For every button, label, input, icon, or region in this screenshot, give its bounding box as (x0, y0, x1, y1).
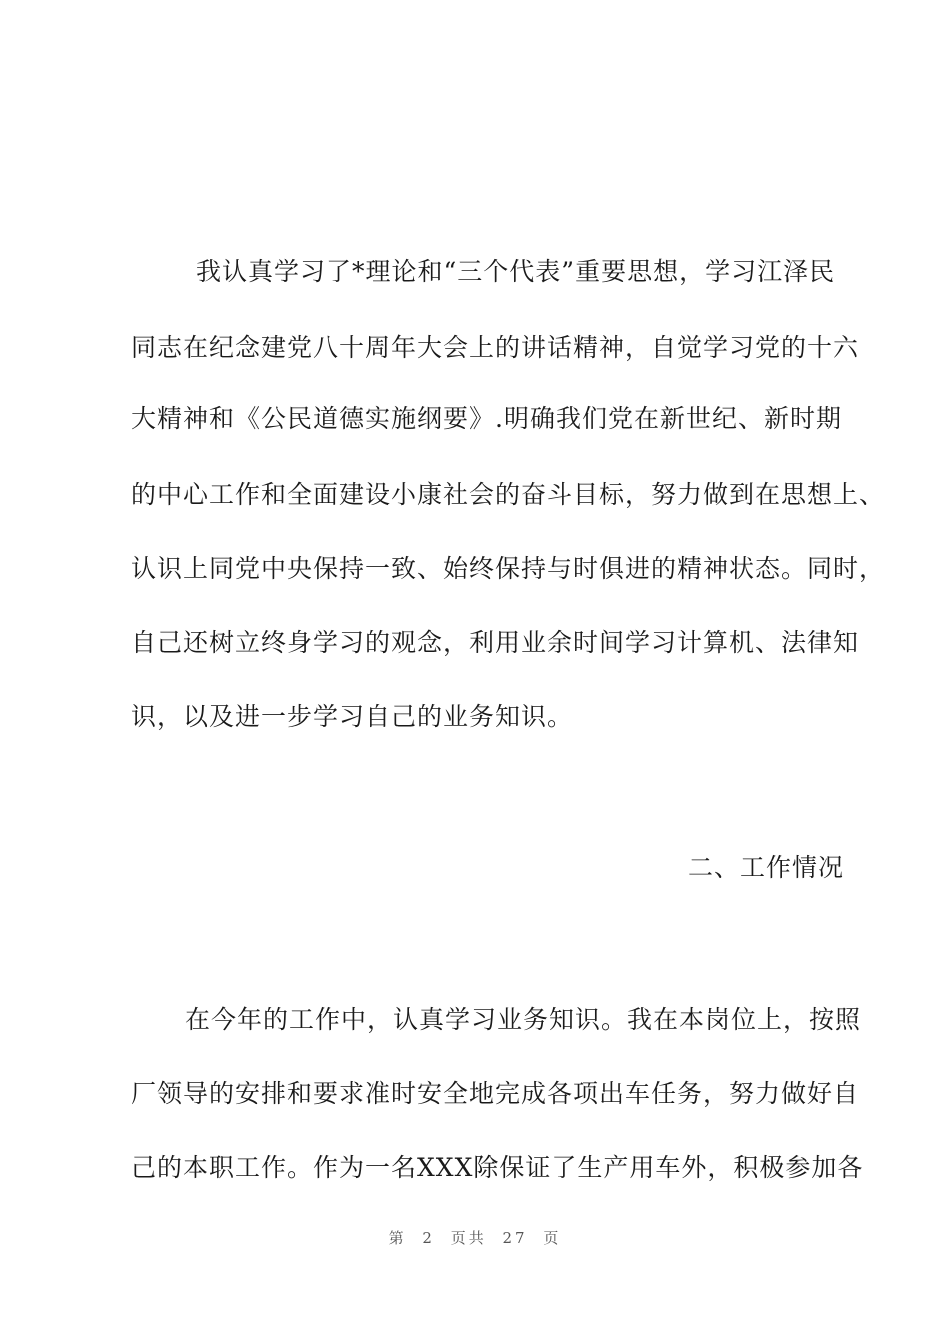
footer-middle: 页共 (450, 1229, 487, 1247)
footer-total-pages: 27 (502, 1229, 528, 1247)
paragraph-1-line-1: 我认真学习了*理论和“三个代表”重要思想，学习江泽民 (196, 257, 836, 286)
paragraph-1-line-6: 自己还树立终身学习的观念，利用业余时间学习计算机、法律知 (131, 628, 860, 657)
page-footer (0, 1227, 950, 1248)
section-heading: 二、工作情况 (687, 853, 844, 882)
footer-page-number: 2 (422, 1229, 435, 1247)
paragraph-1-line-5: 认识上同党中央保持一致、始终保持与时俱进的精神状态。同时， (131, 554, 886, 583)
paragraph-2-line-2: 厂领导的安排和要求准时安全地完成各项出车任务，努力做好自 (131, 1079, 860, 1108)
paragraph-2-line-3: 己的本职工作。作为一名XXX除保证了生产用车外，积极参加各 (131, 1153, 864, 1182)
paragraph-1-line-4: 的中心工作和全面建设小康社会的奋斗目标，努力做到在思想上、 (131, 480, 886, 509)
paragraph-1-line-7: 识，以及进一步学习自己的业务知识。 (131, 702, 574, 731)
paragraph-1-line-2: 同志在纪念建党八十周年大会上的讲话精神，自觉学习党的十六 (131, 333, 860, 362)
paragraph-2-line-1: 在今年的工作中，认真学习业务知识。我在本岗位上，按照 (185, 1005, 862, 1034)
footer-suffix: 页 (543, 1229, 562, 1247)
paragraph-1-line-3: 大精神和《公民道德实施纲要》.明确我们党在新世纪、新时期 (131, 404, 842, 433)
footer-prefix: 第 (388, 1229, 407, 1247)
